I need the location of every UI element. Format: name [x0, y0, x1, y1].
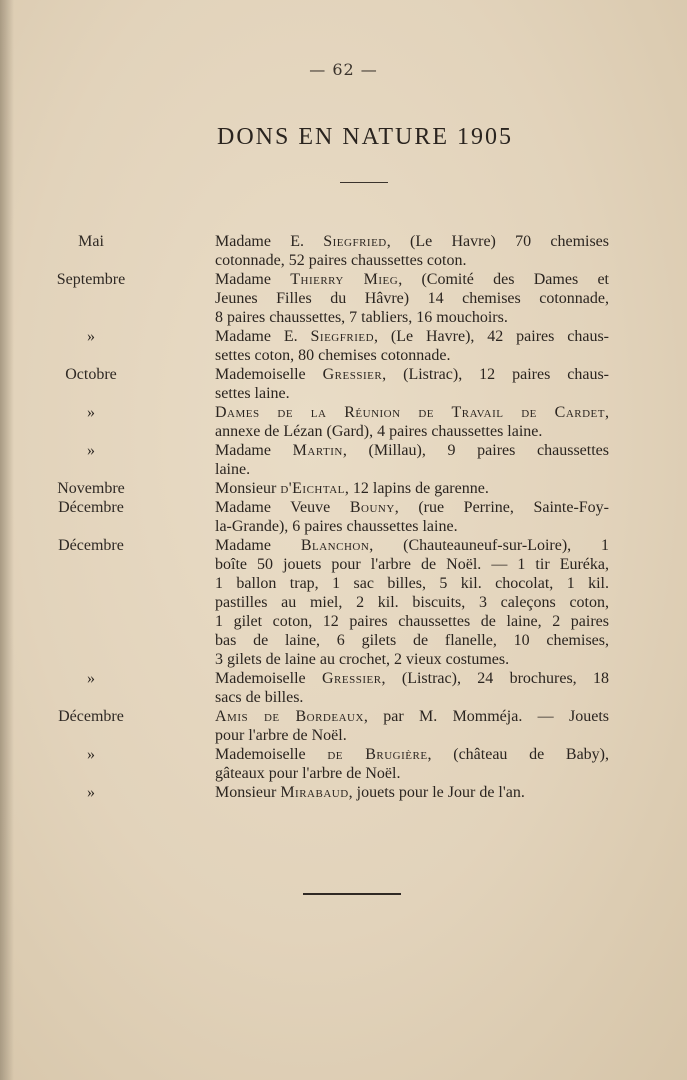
entry-line — [215, 384, 609, 403]
entry-line — [215, 498, 609, 517]
entry-line — [215, 365, 609, 384]
entry-month: » — [87, 746, 95, 763]
entry-line — [215, 251, 609, 270]
entry-line — [215, 327, 609, 346]
donation-entry — [0, 707, 687, 745]
entry-description — [215, 498, 609, 536]
entry-line — [215, 593, 609, 612]
entry-description — [215, 536, 609, 669]
entry-text: gâteaux pour l'arbre de Noël. — [215, 765, 401, 782]
donor-name: Mirabaud — [280, 784, 349, 801]
entry-month: Décembre — [58, 499, 124, 516]
donor-name: Gressier — [321, 670, 382, 687]
entry-text: settes coton, 80 chemises cotonnade. — [215, 347, 451, 364]
entry-line — [215, 612, 609, 631]
page-number: — 62 — — [309, 60, 378, 79]
entry-text: sacs de billes. — [215, 689, 304, 706]
donation-entry — [0, 745, 687, 783]
entry-description — [215, 327, 609, 365]
entry-line — [215, 232, 609, 251]
entry-text: Mademoiselle — [215, 746, 328, 763]
donor-name: Dames de la Réunion de Travail de Cardet — [215, 404, 605, 421]
entry-month: Décembre — [58, 537, 124, 554]
entry-month: Octobre — [65, 366, 117, 383]
donation-entry — [0, 327, 687, 365]
donor-name: d'Eichtal — [280, 480, 345, 497]
donor-name: Gressier — [322, 366, 383, 383]
entry-text: , (Le Havre), 42 paires chaus- — [374, 328, 610, 345]
entry-text: laine. — [215, 461, 251, 478]
entry-text: Monsieur — [215, 480, 281, 497]
entry-text: , (Comité des Dames et — [398, 271, 609, 288]
donor-name: de Brugière — [327, 746, 428, 763]
entry-description — [215, 745, 609, 783]
entry-description — [215, 270, 609, 327]
entry-line — [215, 555, 609, 574]
entry-text: 1 ballon trap, 1 sac billes, 5 kil. chocolat, 1 kil. — [215, 575, 609, 592]
donor-name: Siegfried — [310, 328, 375, 345]
entry-text: settes laine. — [215, 385, 290, 402]
entry-month: » — [87, 404, 95, 421]
donation-entry — [0, 270, 687, 327]
entry-month: » — [87, 442, 95, 459]
entry-text: annexe de Lézan (Gard), 4 paires chaussettes laine. — [215, 423, 543, 440]
entry-line — [215, 270, 609, 289]
entry-month: » — [87, 670, 95, 687]
title-divider — [340, 182, 388, 183]
donor-name: Amis de Bordeaux — [215, 708, 364, 725]
entry-text: Madame E. — [215, 328, 311, 345]
entry-text: Madame E. — [215, 233, 324, 250]
entry-line — [215, 783, 609, 802]
entry-description — [215, 479, 609, 498]
entry-month: Mai — [78, 233, 104, 250]
entry-text: , (rue Perrine, Sainte-Foy- — [394, 499, 610, 516]
entry-text: , (Millau), 9 paires chaussettes — [342, 442, 610, 459]
entry-text: , — [605, 404, 609, 421]
end-divider — [303, 893, 401, 895]
entry-text: 8 paires chaussettes, 7 tabliers, 16 mouchoirs. — [215, 309, 508, 326]
entry-text: Mademoiselle — [215, 670, 322, 687]
entry-text: Jeunes Filles du Hâvre) 14 chemises cotonnade, — [215, 290, 609, 307]
entry-line — [215, 536, 609, 555]
entry-text: Madame — [215, 442, 293, 459]
donor-name: Blanchon — [300, 537, 370, 554]
entry-line — [215, 707, 609, 726]
entry-description — [215, 669, 609, 707]
entry-text: Madame — [215, 271, 291, 288]
donation-entry — [0, 441, 687, 479]
entry-month: » — [87, 328, 95, 345]
entry-text: , 12 lapins de garenne. — [344, 480, 489, 497]
entry-text: , (Chauteauneuf-sur-Loire), 1 — [369, 537, 610, 554]
entry-line — [215, 479, 609, 498]
entry-line — [215, 574, 609, 593]
entry-line — [215, 745, 609, 764]
entry-line — [215, 631, 609, 650]
entry-text: cotonnade, 52 paires chaussettes coton. — [215, 252, 467, 269]
entry-text: , (Listrac), 24 brochures, 18 — [381, 670, 609, 687]
entry-text: , (Le Havre) 70 chemises — [386, 233, 610, 250]
donation-entry — [0, 498, 687, 536]
entry-line — [215, 403, 609, 422]
entry-line — [215, 441, 609, 460]
donation-entry — [0, 669, 687, 707]
donation-entry — [0, 232, 687, 270]
page-title: DONS EN NATURE 1905 — [217, 124, 513, 150]
entry-month: » — [87, 784, 95, 801]
entry-text: pastilles au miel, 2 kil. biscuits, 3 caleçons coton, — [215, 594, 609, 611]
entry-text: , par M. Momméja. — Jouets — [363, 708, 610, 725]
donation-entry — [0, 783, 687, 802]
entry-text: boîte 50 jouets pour l'arbre de Noël. — 1 tir Euréka, — [215, 556, 609, 573]
entry-line — [215, 669, 609, 688]
entry-text: Madame Veuve — [215, 499, 350, 516]
entry-text: 1 gilet coton, 12 paires chaussettes de laine, 2 paires — [215, 613, 609, 630]
entry-line — [215, 726, 609, 745]
entry-month: Septembre — [56, 271, 126, 288]
entry-description — [215, 707, 609, 745]
entry-month: Décembre — [58, 708, 124, 725]
entry-text: Madame — [215, 537, 301, 554]
entry-description — [215, 441, 609, 479]
entry-text: 3 gilets de laine au crochet, 2 vieux costumes. — [215, 651, 510, 668]
entry-text: pour l'arbre de Noël. — [215, 727, 347, 744]
donation-entry — [0, 403, 687, 441]
donor-name: Bouny — [349, 499, 395, 516]
entry-text: , (Listrac), 12 paires chaus- — [382, 366, 609, 383]
entry-line — [215, 650, 609, 669]
donor-name: Martin — [292, 442, 343, 459]
donation-entry — [0, 365, 687, 403]
entry-line — [215, 764, 609, 783]
entry-description — [215, 403, 609, 441]
entry-text: Mademoiselle — [215, 366, 323, 383]
entry-line — [215, 688, 609, 707]
entry-line — [215, 289, 609, 308]
entry-description — [215, 783, 609, 802]
entry-line — [215, 517, 609, 536]
entry-line — [215, 308, 609, 327]
entry-description — [215, 232, 609, 270]
donations-list — [0, 232, 687, 802]
entry-text: Monsieur — [215, 784, 281, 801]
entry-text: la-Grande), 6 paires chaussettes laine. — [215, 518, 458, 535]
entry-month: Novembre — [57, 480, 125, 497]
donor-name: Siegfried — [323, 233, 387, 250]
donation-entry — [0, 479, 687, 498]
entry-text: bas de laine, 6 gilets de flanelle, 10 chemises, — [215, 632, 609, 649]
entry-line — [215, 422, 609, 441]
entry-line — [215, 346, 609, 365]
entry-description — [215, 365, 609, 403]
donor-name: Thierry Mieg — [290, 271, 399, 288]
donation-entry — [0, 536, 687, 669]
entry-text: , jouets pour le Jour de l'an. — [348, 784, 525, 801]
entry-text: , (château de Baby), — [427, 746, 610, 763]
entry-line — [215, 460, 609, 479]
